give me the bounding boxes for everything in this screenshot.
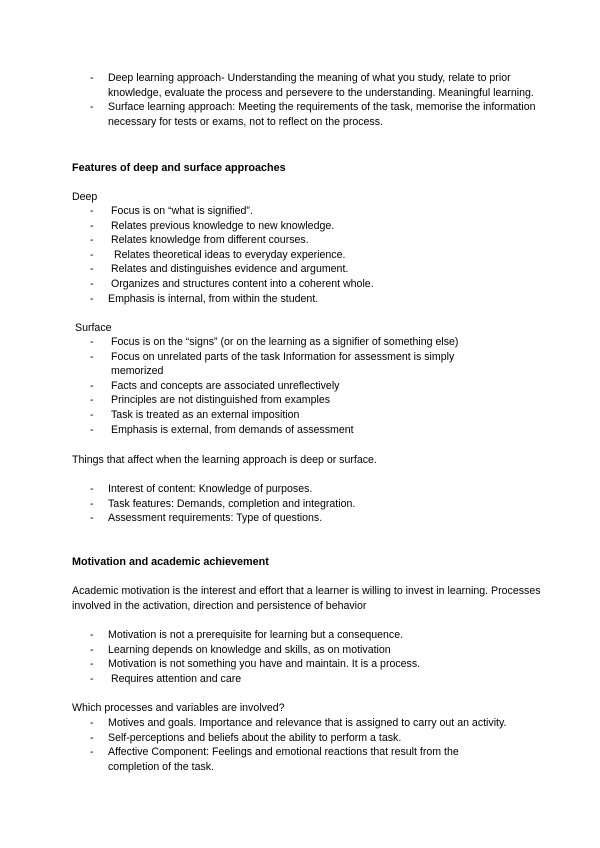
list-item — [0, 511, 600, 526]
features-heading: Features of deep and surface approaches — [72, 162, 286, 174]
surface-item: Emphasis is external, from demands of assessment — [111, 423, 354, 436]
motivation-item: Motivation is not something you have and maintain. It is a process. — [108, 658, 421, 671]
list-item — [0, 628, 600, 643]
list-item — [0, 408, 600, 423]
process-item: Self-perceptions and beliefs about the ability to perform a task. — [108, 731, 402, 744]
bullet-dash: - — [90, 205, 94, 217]
list-item — [0, 350, 600, 379]
motivation-item: Motivation is not a prerequisite for learning but a consequence. — [108, 629, 404, 641]
bullet-dash: - — [90, 483, 94, 495]
approach-surface: Surface learning approach: Meeting the requirements of the task, memorise the information necessary for tests or exams, not to reflect on the process. — [108, 101, 536, 128]
bullet-dash: - — [90, 336, 94, 348]
motivation-intro: Academic motivation is the interest and effort that a learner is willing to invest in learning. Processes involved in the activation, direction and persistence of behavior — [72, 585, 541, 612]
deep-item: Focus is on “what is signified”. — [111, 205, 253, 217]
affect-list — [0, 482, 600, 526]
bullet-dash: - — [90, 277, 94, 290]
bullet-dash: - — [90, 248, 94, 261]
list-item — [0, 657, 600, 672]
bullet-dash: - — [90, 101, 94, 114]
surface-item: Focus on unrelated parts of the task Information for assessment is simply memorized — [111, 350, 455, 378]
deep-item: Relates knowledge from different courses. — [111, 234, 309, 247]
bullet-dash: - — [90, 717, 94, 729]
processes-list — [0, 716, 600, 774]
motivation-list — [0, 628, 600, 686]
approach-deep: Deep learning approach- Understanding the meaning of what you study, relate to prior knowledge, evaluate the process and persevere to the understanding. Meaningful learning. — [108, 72, 534, 99]
bullet-dash: - — [90, 263, 94, 276]
list-item — [0, 262, 600, 277]
bullet-dash: - — [90, 672, 94, 685]
list-item — [0, 100, 600, 129]
affect-intro: Things that affect when the learning approach is deep or surface. — [72, 454, 377, 466]
deep-label: Deep — [72, 191, 98, 203]
approaches-list — [0, 71, 600, 129]
list-item — [0, 292, 600, 307]
deep-item: Relates previous knowledge to new knowledge. — [111, 219, 335, 232]
bullet-dash: - — [90, 234, 94, 247]
list-item — [0, 482, 600, 497]
deep-item: Relates theoretical ideas to everyday experience. — [114, 248, 346, 261]
list-item — [0, 716, 600, 731]
deep-item: Relates and distinguishes evidence and argument. — [111, 263, 349, 276]
bullet-dash: - — [90, 643, 94, 656]
bullet-dash: - — [90, 658, 94, 671]
processes-question: Which processes and variables are involved? — [72, 702, 285, 714]
surface-label: Surface — [75, 322, 112, 334]
surface-item: Focus is on the “signs” (or on the learning as a signifier of something else) — [111, 336, 459, 348]
list-item — [0, 233, 600, 248]
affect-item: Interest of content: Knowledge of purposes. — [108, 483, 313, 495]
list-item — [0, 71, 600, 100]
bullet-dash: - — [90, 379, 94, 392]
deep-item: Organizes and structures content into a coherent whole. — [111, 277, 374, 290]
bullet-dash: - — [90, 731, 94, 744]
list-item — [0, 497, 600, 512]
bullet-dash: - — [90, 219, 94, 232]
surface-item: Facts and concepts are associated unreflectively — [111, 379, 340, 392]
motivation-item: Requires attention and care — [111, 672, 242, 685]
list-item — [0, 248, 600, 263]
bullet-dash: - — [90, 394, 94, 407]
surface-item: Task is treated as an external imposition — [111, 408, 300, 421]
affect-item: Task features: Demands, completion and integration. — [108, 497, 356, 510]
list-item — [0, 393, 600, 408]
bullet-dash: - — [90, 292, 94, 305]
bullet-dash: - — [90, 350, 94, 363]
process-item: Motives and goals. Importance and relevance that is assigned to carry out an activity. — [108, 717, 507, 729]
list-item — [0, 745, 600, 774]
bullet-dash: - — [90, 408, 94, 421]
list-item — [0, 277, 600, 292]
bullet-dash: - — [90, 746, 94, 759]
list-item — [0, 219, 600, 234]
process-item: Affective Component: Feelings and emotional reactions that result from the completion of the task. — [108, 746, 459, 773]
list-item — [0, 643, 600, 658]
list-item — [0, 379, 600, 394]
list-item — [0, 672, 600, 687]
bullet-dash: - — [90, 512, 94, 525]
deep-list — [0, 204, 600, 306]
bullet-dash: - — [90, 423, 94, 436]
motivation-heading: Motivation and academic achievement — [72, 556, 269, 568]
list-item — [0, 335, 600, 350]
surface-list — [0, 335, 600, 437]
list-item — [0, 204, 600, 219]
affect-item: Assessment requirements: Type of questions. — [108, 512, 323, 525]
bullet-dash: - — [90, 72, 94, 84]
surface-item: Principles are not distinguished from examples — [111, 394, 331, 407]
bullet-dash: - — [90, 629, 94, 641]
motivation-item: Learning depends on knowledge and skills, as on motivation — [108, 643, 391, 656]
bullet-dash: - — [90, 497, 94, 510]
list-item — [0, 731, 600, 746]
list-item — [0, 423, 600, 438]
deep-item: Emphasis is internal, from within the student. — [108, 292, 319, 305]
